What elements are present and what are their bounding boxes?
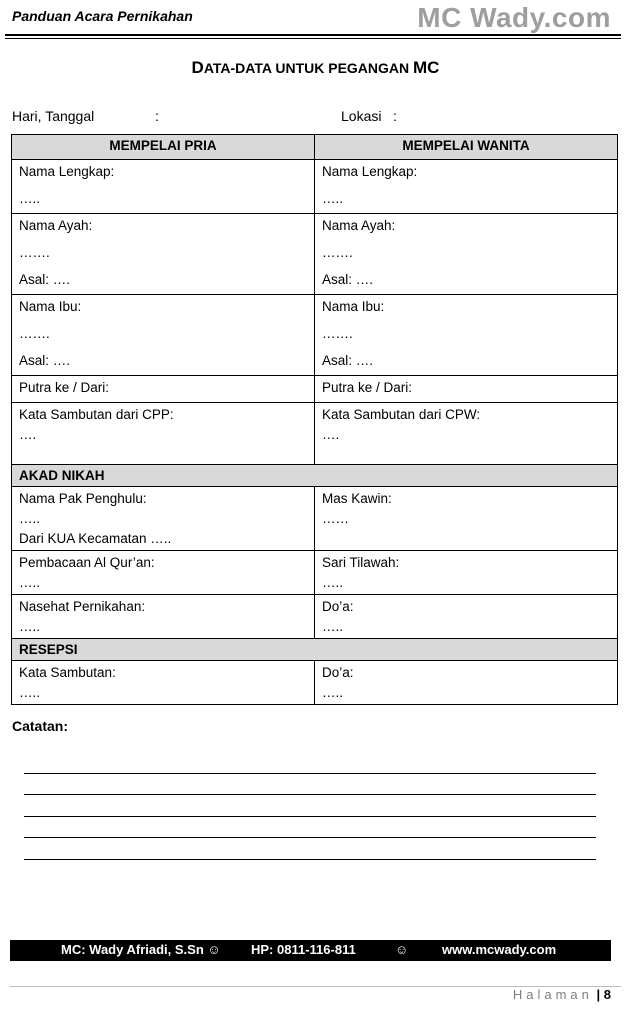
hari-tanggal-colon: : <box>155 108 159 124</box>
sari-tilawah: Sari Tilawah: ….. <box>315 551 618 595</box>
col-mempelai-pria: MEMPELAI PRIA <box>12 135 315 160</box>
nama-penghulu: Nama Pak Penghulu: ….. Dari KUA Kecamatan ….. <box>12 487 315 551</box>
resepsi-doa: Do’a: ….. <box>315 661 618 705</box>
pria-nama-ayah: Nama Ayah: ……. Asal: …. <box>12 214 315 295</box>
hari-tanggal-label: Hari, Tanggal <box>12 108 95 124</box>
wanita-nama-ayah: Nama Ayah: ……. Asal: …. <box>315 214 618 295</box>
smiley-icon: ☺ <box>395 942 409 957</box>
doa-akad: Do’a: ….. <box>315 595 618 639</box>
header-doc-title: Panduan Acara Pernikahan <box>12 8 193 24</box>
pria-putra-ke: Putra ke / Dari: <box>12 376 315 403</box>
kata-sambutan-cpp: Kata Sambutan dari CPP: …. <box>12 403 315 465</box>
section-resepsi: RESEPSI <box>12 639 618 661</box>
page-title: DATA-DATA UNTUK PEGANGAN MC <box>191 58 440 77</box>
mas-kawin: Mas Kawin: …… <box>315 487 618 551</box>
note-line <box>24 817 596 839</box>
page-number: Halaman | 8 <box>512 987 611 1002</box>
header-divider <box>5 34 621 39</box>
footer-mc-name: MC: Wady Afriadi, S.Sn ☺ <box>61 942 221 957</box>
catatan-lines <box>24 752 596 860</box>
note-line <box>24 838 596 860</box>
footer-phone: HP: 0811-116-811 <box>251 942 356 957</box>
col-mempelai-wanita: MEMPELAI WANITA <box>315 135 618 160</box>
wanita-nama-ibu: Nama Ibu: ……. Asal: …. <box>315 295 618 376</box>
data-table <box>11 134 618 705</box>
note-line <box>24 752 596 774</box>
lokasi-colon: : <box>393 108 397 124</box>
wanita-nama-lengkap: Nama Lengkap: ….. <box>315 160 618 214</box>
pembacaan-quran: Pembacaan Al Qur’an: ….. <box>12 551 315 595</box>
footer-website: www.mcwady.com <box>442 942 557 957</box>
kata-sambutan-cpw: Kata Sambutan dari CPW: …. <box>315 403 618 465</box>
lokasi-label: Lokasi <box>341 108 382 124</box>
section-akad-nikah: AKAD NIKAH <box>12 465 618 487</box>
note-line <box>24 774 596 796</box>
pria-nama-ibu: Nama Ibu: ……. Asal: …. <box>12 295 315 376</box>
wanita-putra-ke: Putra ke / Dari: <box>315 376 618 403</box>
nasehat-pernikahan: Nasehat Pernikahan: ….. <box>12 595 315 639</box>
pria-nama-lengkap: Nama Lengkap: ….. <box>12 160 315 214</box>
footer-contact-bar <box>10 940 611 961</box>
catatan-label: Catatan: <box>12 718 69 734</box>
header-brand: MC Wady.com <box>417 2 611 33</box>
note-line <box>24 795 596 817</box>
resepsi-kata-sambutan: Kata Sambutan: ….. <box>12 661 315 705</box>
